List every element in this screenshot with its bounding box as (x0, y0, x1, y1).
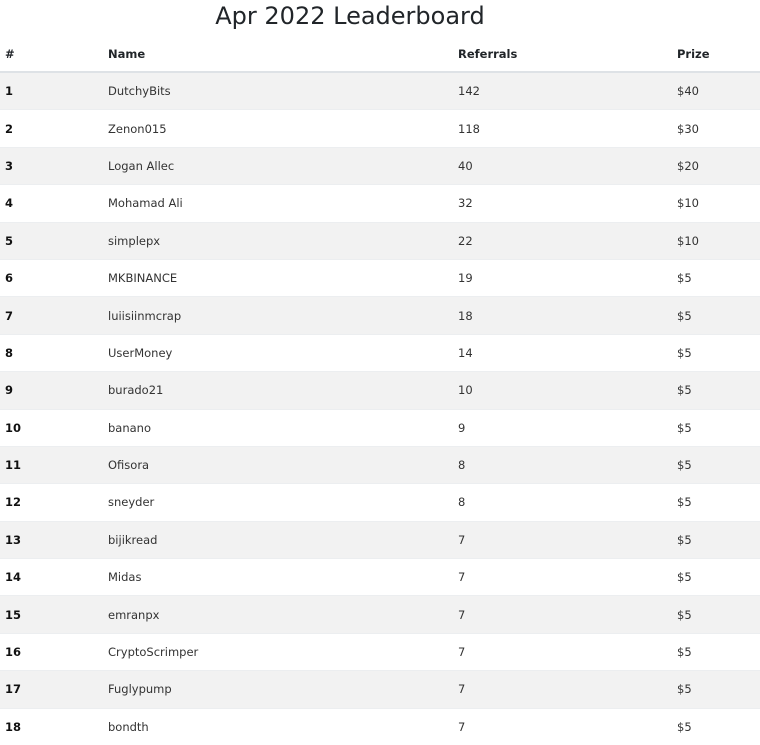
rank-cell: 14 (0, 559, 103, 596)
referrals-cell: 7 (453, 596, 672, 633)
prize-cell: $5 (672, 334, 760, 371)
prize-cell: $5 (672, 633, 760, 670)
table-header (0, 36, 760, 72)
prize-cell: $5 (672, 372, 760, 409)
referrals-cell: 9 (453, 409, 672, 446)
rank-cell: 9 (0, 372, 103, 409)
referrals-cell: 14 (453, 334, 672, 371)
name-cell: banano (103, 409, 453, 446)
name-cell: DutchyBits (103, 72, 453, 110)
referrals-cell: 142 (453, 72, 672, 110)
name-cell: simplepx (103, 222, 453, 259)
rank-cell: 11 (0, 446, 103, 483)
prize-cell: $5 (672, 409, 760, 446)
prize-cell: $40 (672, 72, 760, 110)
referrals-cell: 7 (453, 633, 672, 670)
name-cell: UserMoney (103, 334, 453, 371)
rank-cell: 5 (0, 222, 103, 259)
header-row (0, 36, 760, 72)
name-cell: bijikread (103, 521, 453, 558)
referrals-cell: 118 (453, 110, 672, 147)
header-referrals: Referrals (453, 36, 672, 72)
table-row (0, 484, 760, 521)
referrals-cell: 7 (453, 521, 672, 558)
name-cell: Fuglypump (103, 671, 453, 708)
rank-cell: 6 (0, 259, 103, 296)
table-row (0, 185, 760, 222)
table-row (0, 72, 760, 110)
prize-cell: $10 (672, 222, 760, 259)
prize-cell: $5 (672, 446, 760, 483)
header-rank: # (0, 36, 103, 72)
referrals-cell: 22 (453, 222, 672, 259)
table-row (0, 297, 760, 334)
referrals-cell: 8 (453, 484, 672, 521)
rank-cell: 12 (0, 484, 103, 521)
referrals-cell: 32 (453, 185, 672, 222)
prize-cell: $20 (672, 147, 760, 184)
referrals-cell: 7 (453, 671, 672, 708)
table-row (0, 521, 760, 558)
table-row (0, 222, 760, 259)
prize-cell: $5 (672, 671, 760, 708)
name-cell: luiisiinmcrap (103, 297, 453, 334)
name-cell: Mohamad Ali (103, 185, 453, 222)
table-row (0, 446, 760, 483)
rank-cell: 4 (0, 185, 103, 222)
name-cell: emranpx (103, 596, 453, 633)
referrals-cell: 40 (453, 147, 672, 184)
name-cell: Midas (103, 559, 453, 596)
rank-cell: 1 (0, 72, 103, 110)
rank-cell: 10 (0, 409, 103, 446)
rank-cell: 3 (0, 147, 103, 184)
name-cell: CryptoScrimper (103, 633, 453, 670)
name-cell: Zenon015 (103, 110, 453, 147)
table-row (0, 671, 760, 708)
table-row (0, 596, 760, 633)
header-name: Name (103, 36, 453, 72)
table-row (0, 559, 760, 596)
table-row (0, 409, 760, 446)
referrals-cell: 18 (453, 297, 672, 334)
table-row (0, 147, 760, 184)
table-body (0, 72, 760, 745)
table-row (0, 708, 760, 745)
table-row (0, 633, 760, 670)
referrals-cell: 7 (453, 559, 672, 596)
table-row (0, 334, 760, 371)
rank-cell: 2 (0, 110, 103, 147)
rank-cell: 18 (0, 708, 103, 745)
prize-cell: $5 (672, 484, 760, 521)
name-cell: Logan Allec (103, 147, 453, 184)
table-row (0, 259, 760, 296)
prize-cell: $5 (672, 259, 760, 296)
rank-cell: 8 (0, 334, 103, 371)
rank-cell: 13 (0, 521, 103, 558)
prize-cell: $5 (672, 596, 760, 633)
name-cell: Ofisora (103, 446, 453, 483)
rank-cell: 16 (0, 633, 103, 670)
table-row (0, 110, 760, 147)
prize-cell: $5 (672, 297, 760, 334)
referrals-cell: 7 (453, 708, 672, 745)
rank-cell: 7 (0, 297, 103, 334)
name-cell: bondth (103, 708, 453, 745)
prize-cell: $5 (672, 521, 760, 558)
prize-cell: $5 (672, 708, 760, 745)
page-title: Apr 2022 Leaderboard (215, 2, 485, 30)
name-cell: MKBINANCE (103, 259, 453, 296)
referrals-cell: 10 (453, 372, 672, 409)
referrals-cell: 19 (453, 259, 672, 296)
referrals-cell: 8 (453, 446, 672, 483)
prize-cell: $10 (672, 185, 760, 222)
rank-cell: 15 (0, 596, 103, 633)
rank-cell: 17 (0, 671, 103, 708)
name-cell: burado21 (103, 372, 453, 409)
header-prize: Prize (672, 36, 760, 72)
table-row (0, 372, 760, 409)
prize-cell: $30 (672, 110, 760, 147)
leaderboard-table (0, 36, 760, 745)
name-cell: sneyder (103, 484, 453, 521)
prize-cell: $5 (672, 559, 760, 596)
